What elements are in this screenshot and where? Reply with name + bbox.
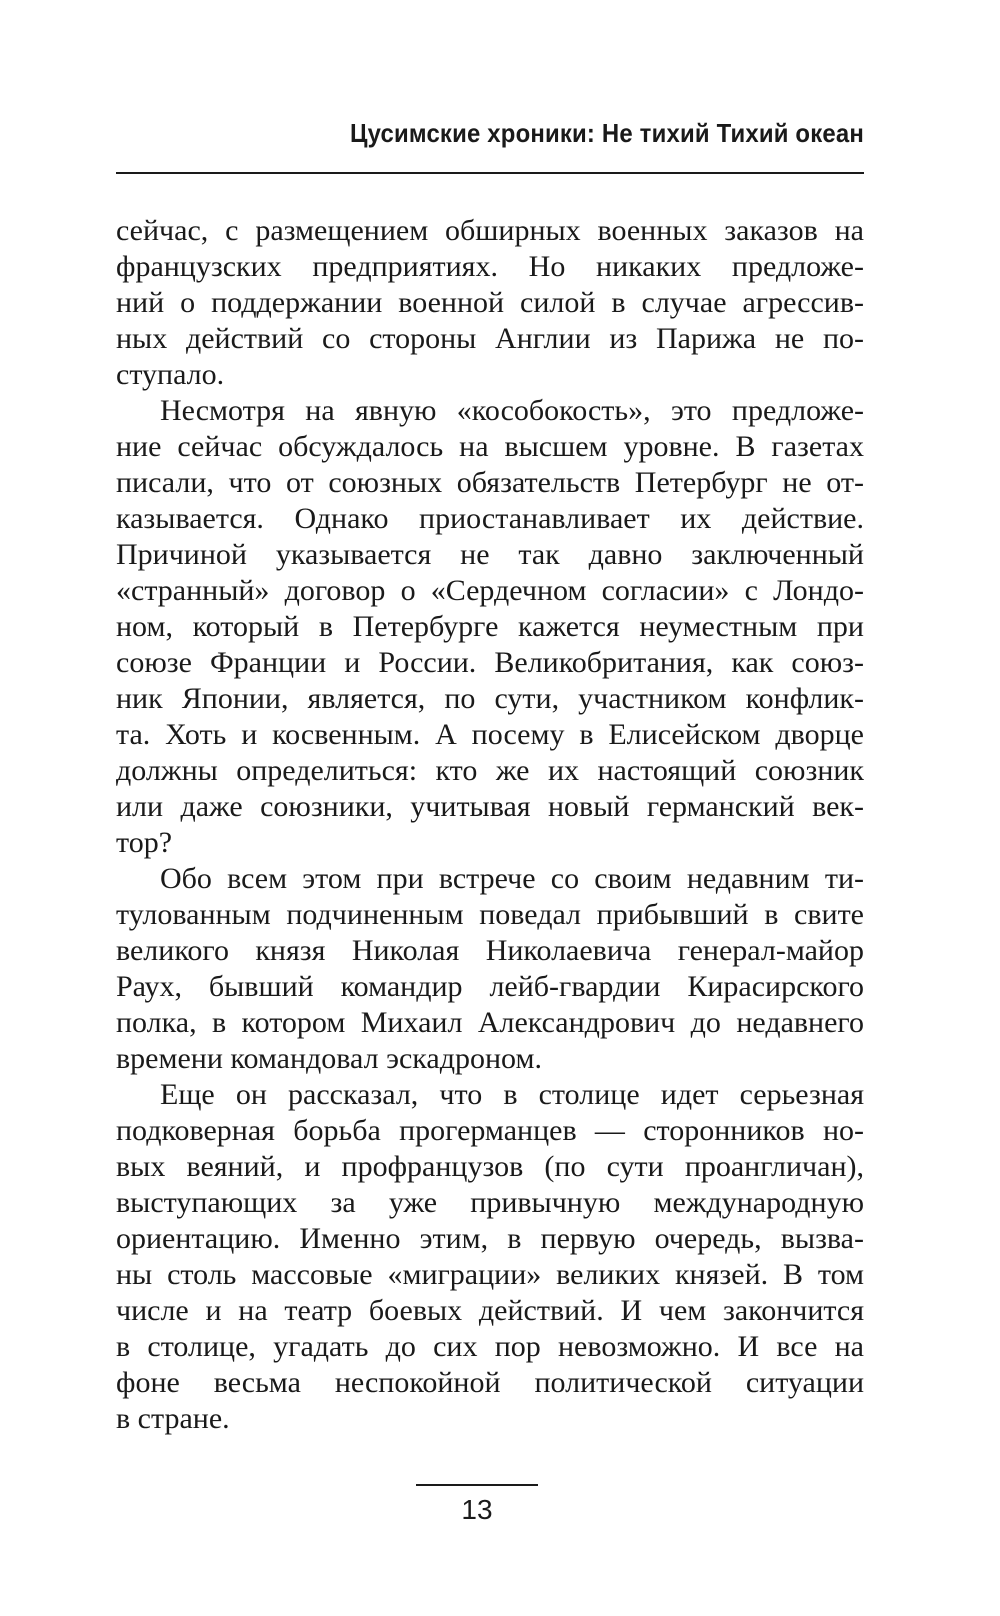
text-line: фоне весьма неспокойной политической ситуации <box>116 1366 864 1399</box>
text-line: казывается. Однако приостанавливает их действие. <box>116 502 864 535</box>
text-line: тулованным подчиненным поведал прибывший в свите <box>116 898 864 931</box>
text-line: сейчас, с размещением обширных военных заказов на <box>116 214 864 247</box>
header-rule <box>116 172 864 174</box>
text-line: ном, который в Петербурге кажется неуместным при <box>116 610 864 643</box>
text-line: великого князя Николая Николаевича генерал-майор <box>116 934 864 967</box>
text-line: в стране. <box>116 1402 230 1435</box>
text-line: Обо всем этом при встрече со своим недавним ти- <box>160 862 864 895</box>
text-line: «странный» договор о «Сердечном согласии» с Лондо- <box>116 574 864 607</box>
text-line: времени командовал эскадроном. <box>116 1042 542 1075</box>
text-line: Несмотря на явную «кособокость», это предложе- <box>160 394 864 427</box>
body-text <box>116 213 864 1437</box>
text-line: та. Хоть и косвенным. А посему в Елисейском дворце <box>116 718 864 751</box>
text-line: или даже союзники, учитывая новый германский век- <box>116 790 864 823</box>
paragraph <box>116 1077 864 1437</box>
text-line: французских предприятиях. Но никаких предложе- <box>116 250 864 283</box>
text-line: Раух, бывший командир лейб-гвардии Кирасирского <box>116 970 864 1003</box>
text-line: числе и на театр боевых действий. И чем закончится <box>116 1294 864 1327</box>
text-line: в столице, угадать до сих пор невозможно. И все на <box>116 1330 864 1363</box>
text-line: Еще он рассказал, что в столице идет серьезная <box>160 1078 864 1111</box>
text-line: выступающих за уже привычную международную <box>116 1186 864 1219</box>
text-line: вых веяний, и профранцузов (по сути проангличан), <box>116 1150 864 1183</box>
text-line: полка, в котором Михаил Александрович до недавнего <box>116 1006 864 1039</box>
text-line: ориентацию. Именно этим, в первую очередь, вызва- <box>116 1222 864 1255</box>
text-line: Причиной указывается не так давно заключенный <box>116 538 864 571</box>
paragraph <box>116 213 864 393</box>
text-line: ник Японии, является, по сути, участником конфлик- <box>116 682 864 715</box>
paragraph <box>116 393 864 861</box>
text-line: подковерная борьба прогерманцев — сторонников но- <box>116 1114 864 1147</box>
text-line: ных действий со стороны Англии из Парижа не по- <box>116 322 864 355</box>
paragraph <box>116 861 864 1077</box>
text-line: союзе Франции и России. Великобритания, как союз- <box>116 646 864 679</box>
text-line: писали, что от союзных обязательств Петербург не от- <box>116 466 864 499</box>
text-line: ний о поддержании военной силой в случае агрессив- <box>116 286 864 319</box>
text-line: тор? <box>116 826 173 859</box>
text-line: ступало. <box>116 358 225 391</box>
footer-rule <box>416 1484 538 1486</box>
text-line: ны столь массовые «миграции» великих князей. В том <box>116 1258 864 1291</box>
text-line: ние сейчас обсуждалось на высшем уровне. В газетах <box>116 430 864 463</box>
text-line: должны определиться: кто же их настоящий союзник <box>116 754 864 787</box>
running-head: Цусимские хроники: Не тихий Тихий океан <box>349 118 864 148</box>
page-number: 13 <box>461 1494 493 1525</box>
